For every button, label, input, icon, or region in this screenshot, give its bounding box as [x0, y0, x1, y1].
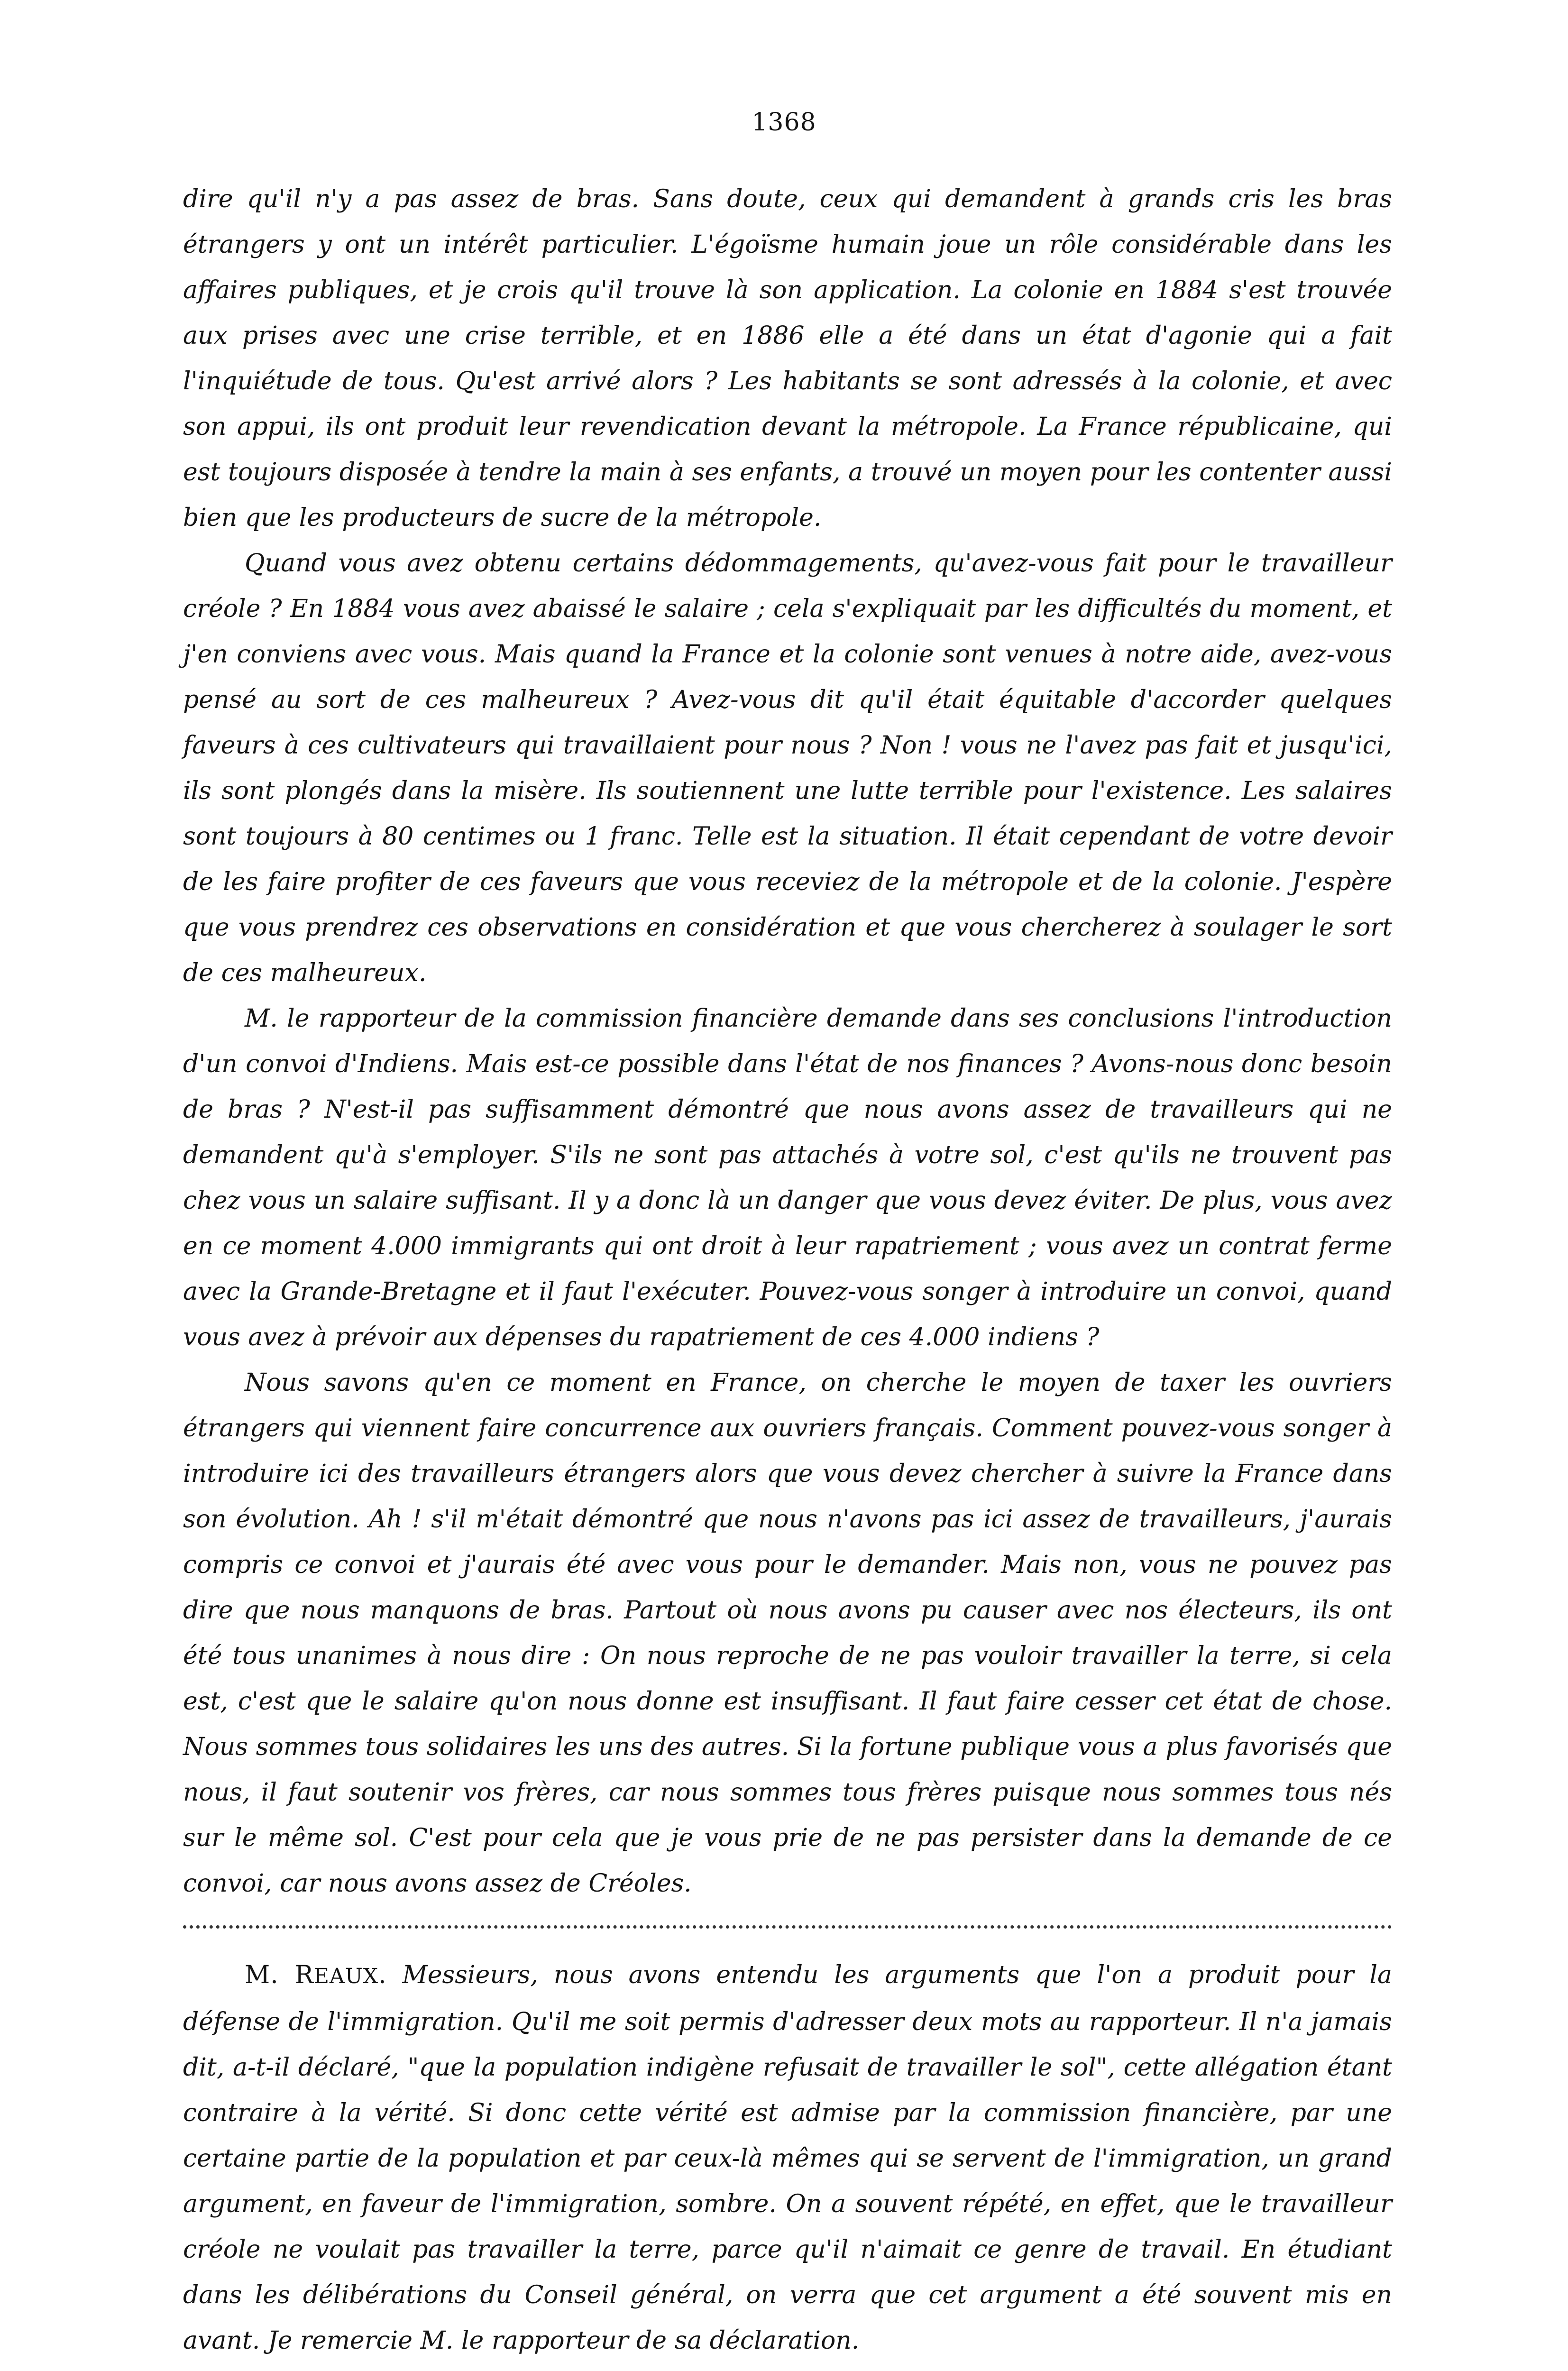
page-number: 1368	[752, 108, 816, 137]
paragraph-3: M. le rapporteur de la commission financière demande dans ses conclusions l'introduction d'un convoi d'Indiens. Mais est-ce possible dans l'état de nos finances ? Avons-nous donc besoin de bras ? N'est-il pas suffisamment démontré que nous avons assez de travailleurs qui ne demandent qu'à s'employer. S'ils ne sont pas attachés à votre sol, c'est qu'ils ne trouvent pas chez vous un salaire suffisant. Il y a donc là un danger que vous devez éviter. De plus, vous avez en ce moment 4.000 immigrants qui ont droit à leur rapatriement ; vous avez un contrat ferme avec la Grande-Bretagne et il faut l'exécuter. Pouvez-vous songer à introduire un convoi, quand vous avez à prévoir aux dépenses du rapatriement de ces 4.000 indiens ?	[183, 1004, 1392, 1351]
speaker-paragraph-text: Messieurs, nous avons entendu les arguments que l'on a produit pour la défense de l'immigration. Qu'il me soit permis d'adresser deux mots au rapporteur. Il n'a jamais dit, a-t-il déclaré, "que la population indigène refusait de travailler le sol", cette allégation étant contraire à la vérité. Si donc cette vérité est admise par la commission financière, par une certaine partie de la population et par ceux-là mêmes qui se servent de l'immigration, un grand argument, en faveur de l'immigration, sombre. On a souvent répété, en effet, que le travailleur créole ne voulait pas travailler la terre, parce qu'il n'aimait ce genre de travail. En étudiant dans les délibérations du Conseil général, on verra que cet argument a été souvent mis en avant. Je remercie M. le rapporteur de sa déclaration.	[183, 1961, 1392, 2355]
speaker-name-suffix: .	[378, 1961, 387, 1989]
paragraph-2: Quand vous avez obtenu certains dédommagements, qu'avez-vous fait pour le travailleur créole ? En 1884 vous avez abaissé le salaire ; cela s'expliquait par les difficultés du moment, et j'en conviens avec vous. Mais quand la France et la colonie sont venues à notre aide, avez-vous pensé au sort de ces malheureux ? Avez-vous dit qu'il était équitable d'accorder quelques faveurs à ces cultivateurs qui travaillaient pour nous ? Non ! vous ne l'avez pas fait et jusqu'ici, ils sont plongés dans la misère. Ils soutiennent une lutte terrible pour l'existence. Les salaires sont toujours à 80 centimes ou 1 franc. Telle est la situation. Il était cependant de votre devoir de les faire profiter de ces faveurs que vous receviez de la métropole et de la colonie. J'espère que vous prendrez ces observations en considération et que vous chercherez à soulager le sort de ces malheureux.	[183, 549, 1392, 987]
dotted-separator	[183, 1925, 1392, 1929]
paragraph-4: Nous savons qu'en ce moment en France, on cherche le moyen de taxer les ouvriers étrangers qui viennent faire concurrence aux ouvriers français. Comment pouvez-vous songer à introduire ici des travailleurs étrangers alors que vous devez chercher à suivre la France dans son évolution. Ah ! s'il m'était démontré que nous n'avons pas ici assez de travailleurs, j'aurais compris ce convoi et j'aurais été avec vous pour le demander. Mais non, vous ne pouvez pas dire que nous manquons de bras. Partout où nous avons pu causer avec nos électeurs, ils ont été tous unanimes à nous dire : On nous reproche de ne pas vouloir travailler la terre, si cela est, c'est que le salaire qu'on nous donne est insuffisant. Il faut faire cesser cet état de chose. Nous sommes tous solidaires les uns des autres. Si la fortune publique vous a plus favorisés que nous, il faut soutenir vos frères, car nous sommes tous frères puisque nous sommes tous nés sur le même sol. C'est pour cela que je vous prie de ne pas persister dans la demande de ce convoi, car nous avons assez de Créoles.	[183, 1369, 1392, 1898]
speaker-name-prefix: M. R	[245, 1961, 314, 1989]
speaker-name	[245, 1961, 387, 1989]
document-body	[183, 176, 1392, 2371]
speaker-name-small-caps: EAUX	[313, 1964, 379, 1988]
speaker-paragraph	[183, 1952, 1392, 2363]
paragraph-1: dire qu'il n'y a pas assez de bras. Sans doute, ceux qui demandent à grands cris les bras étrangers y ont un intérêt particulier. L'égoïsme humain joue un rôle considérable dans les affaires publiques, et je crois qu'il trouve là son application. La colonie en 1884 s'est trouvée aux prises avec une crise terrible, et en 1886 elle a été dans un état d'agonie qui a fait l'inquiétude de tous. Qu'est arrivé alors ? Les habitants se sont adressés à la colonie, et avec son appui, ils ont produit leur revendication devant la métropole. La France républicaine, qui est toujours disposée à tendre la main à ses enfants, a trouvé un moyen pour les contenter aussi bien que les producteurs de sucre de la métropole.	[183, 185, 1392, 532]
